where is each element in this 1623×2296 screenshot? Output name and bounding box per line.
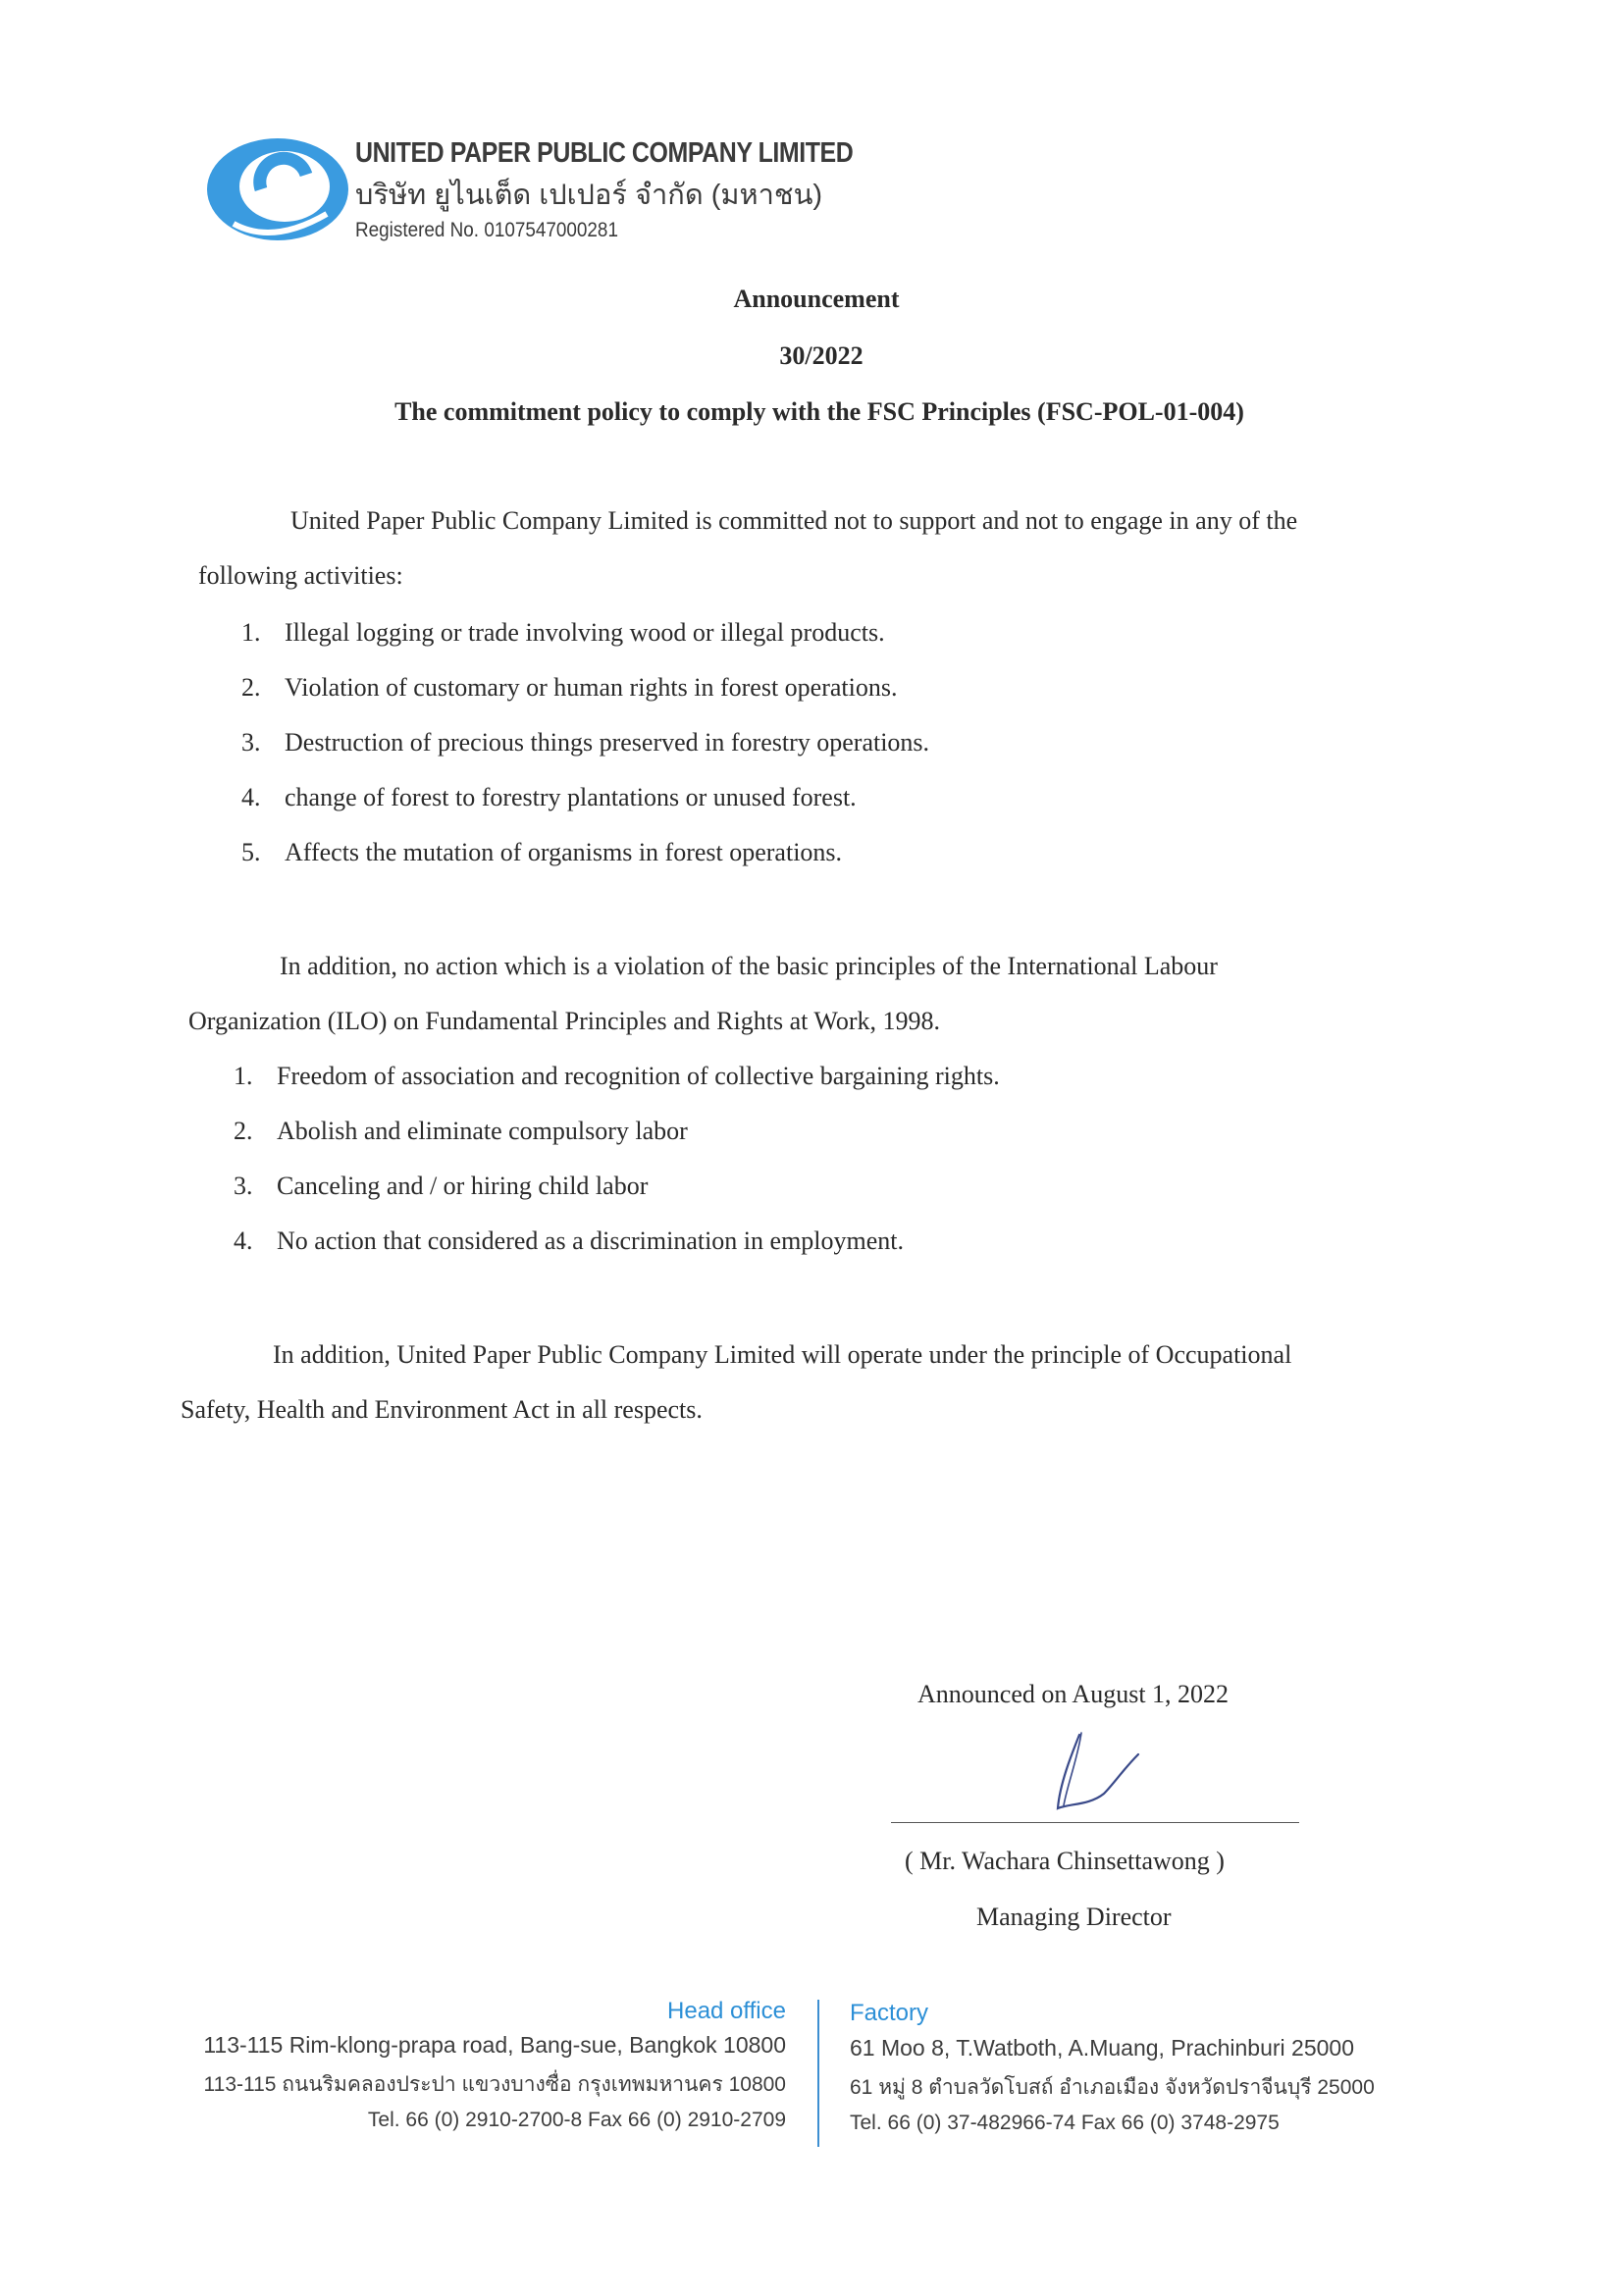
head-office-label: Head office (667, 1998, 786, 2024)
list-item-number: 5. (241, 838, 261, 866)
section2-intro-line1: In addition, no action which is a violation of the basic principles of the International Labour (280, 952, 1218, 980)
head-office-address-th: 113-115 ถนนริมคลองประปา แขวงบางซื่อ กรุงเทพมหานคร 10800 (203, 2073, 786, 2096)
company-header (355, 137, 934, 242)
head-office-address-en: 113-115 Rim-klong-prapa road, Bang-sue, Bangkok 10800 (203, 2032, 786, 2058)
list-item-text: Canceling and / or hiring child labor (277, 1172, 649, 1200)
company-name-th: บริษัท ยูไนเต็ด เปเปอร์ จำกัด (มหาชน) (355, 180, 823, 211)
section2-intro-line2: Organization (ILO) on Fundamental Principles and Rights at Work, 1998. (188, 1007, 940, 1035)
factory-address-th: 61 หมู่ 8 ตำบลวัดโบสถ์ อำเภอเมือง จังหวัดปราจีนบุรี 25000 (850, 2076, 1375, 2099)
list-item-text: Destruction of precious things preserved in forestry operations. (285, 728, 930, 757)
list-item-number: 3. (241, 728, 261, 757)
announcement-number: 30/2022 (779, 341, 864, 370)
list-item-text: Illegal logging or trade involving wood or illegal products. (285, 618, 885, 647)
list-item-number: 4. (234, 1226, 253, 1255)
section3-line2: Safety, Health and Environment Act in all respects. (181, 1395, 703, 1424)
registration-number: Registered No. 0107547000281 (355, 219, 618, 241)
section3-line1: In addition, United Paper Public Company Limited will operate under the principle of Occupational (273, 1340, 1292, 1369)
announcement-date: Announced on August 1, 2022 (917, 1680, 1230, 1708)
company-name-en: UNITED PAPER PUBLIC COMPANY LIMITED (355, 137, 854, 169)
signer-position: Managing Director (976, 1903, 1172, 1931)
list-item-text: No action that considered as a discrimination in employment. (277, 1226, 905, 1255)
list-item-text: change of forest to forestry plantations or unused forest. (285, 783, 857, 811)
signature-line (891, 1822, 1299, 1823)
announcement-heading: Announcement (733, 285, 900, 313)
list-item-text: Freedom of association and recognition of collective bargaining rights. (277, 1062, 1000, 1090)
list-item-text: Violation of customary or human rights in forest operations. (285, 673, 898, 702)
signer-name: ( Mr. Wachara Chinsettawong ) (905, 1847, 1225, 1875)
list-item-number: 2. (234, 1117, 253, 1145)
list-item-number: 2. (241, 673, 261, 702)
section1-intro-line1: United Paper Public Company Limited is committed not to support and not to engage in any of the (290, 506, 1298, 535)
list-item-text: Abolish and eliminate compulsory labor (277, 1117, 688, 1145)
factory-phone: Tel. 66 (0) 37-482966-74 Fax 66 (0) 3748-2975 (850, 2112, 1280, 2134)
head-office-phone: Tel. 66 (0) 2910-2700-8 Fax 66 (0) 2910-2709 (367, 2109, 786, 2131)
factory-address-en: 61 Moo 8, T.Watboth, A.Muang, Prachinburi 25000 (850, 2035, 1354, 2061)
handwritten-signature-icon (1050, 1725, 1158, 1813)
list-item-text: Affects the mutation of organisms in forest operations. (285, 838, 843, 866)
footer-divider (817, 2000, 819, 2147)
announcement-subject: The commitment policy to comply with the FSC Principles (FSC-POL-01-004) (394, 397, 1244, 426)
list-item-number: 1. (241, 618, 261, 647)
list-item-number: 1. (234, 1062, 253, 1090)
list-item-number: 4. (241, 783, 261, 811)
factory-label: Factory (850, 2000, 929, 2026)
section1-intro-line2: following activities: (198, 561, 403, 590)
list-item-number: 3. (234, 1172, 253, 1200)
company-logo-icon (204, 135, 351, 243)
